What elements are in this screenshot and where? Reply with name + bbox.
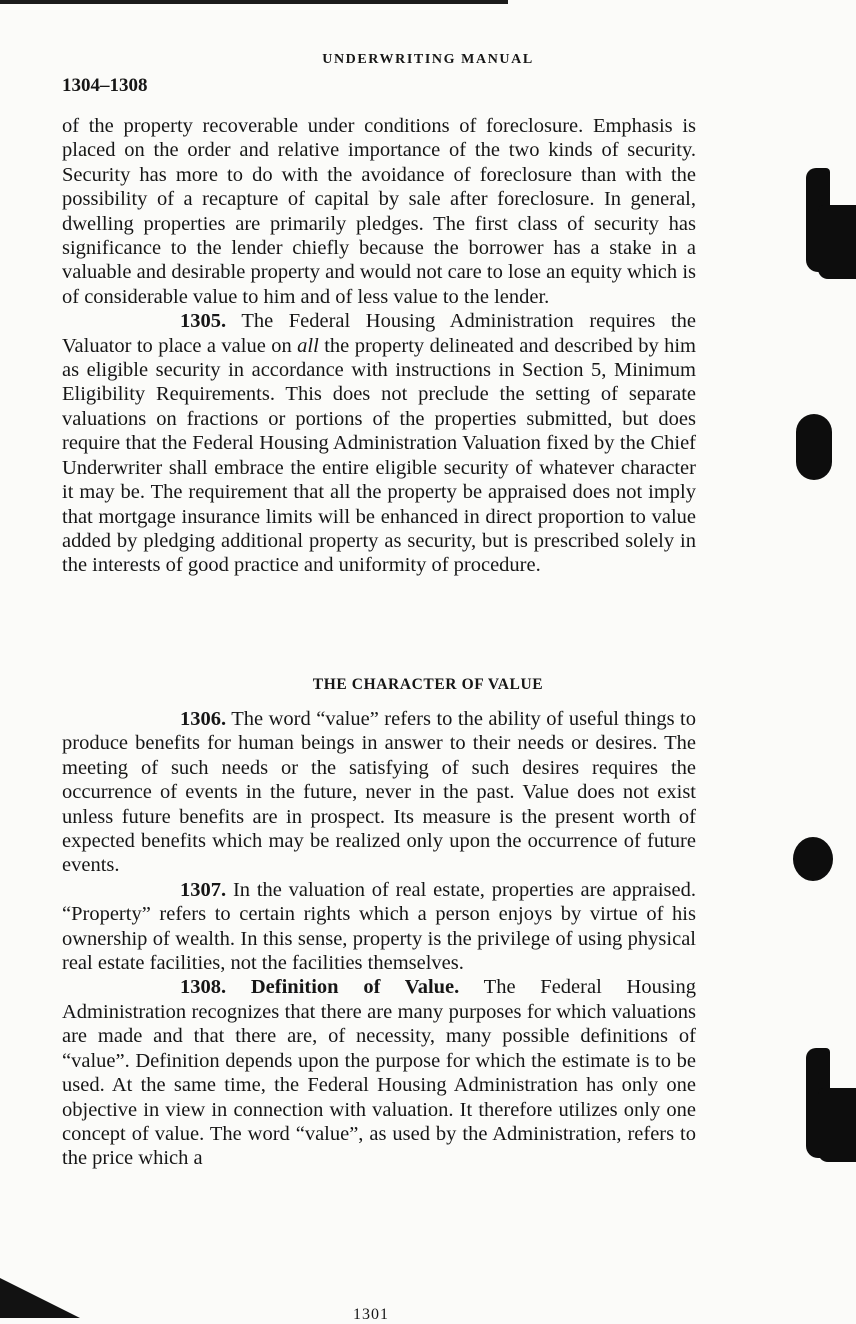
paragraph-1307	[62, 878, 696, 976]
corner-shadow	[0, 1278, 80, 1318]
body-text-upper	[62, 114, 696, 578]
paragraph-number-1306: 1306.	[180, 708, 227, 730]
punch-hole-2	[793, 837, 833, 881]
paragraph-1306-text: The word “value” refers to the ability of useful things to produce benefits for human beings in answer to their needs or desires. The meeting of such needs or the satisfying of such desires requires the occurrence of events in the future, never in the past. Value does not exist unless future benefits are in prospect. Its measure is the present worth of expected benefits which may be realized only upon the occurrence of future events.	[62, 708, 696, 877]
paragraph-1308-text: The Federal Housing Administration recognizes that there are many purposes for which valuations are made and that there are, of necessity, many possible definitions of “value”. Definition depends upon the purpose for which the estimate is to be used. At the same time, the Federal Housing Administration has only one objective in view in connection with valuation. It therefore utilizes only one concept of value. The word “value”, as used by the Administration, refers to the price which a	[62, 976, 696, 1170]
paragraph-1305-text-b: the property delineated and described by him as eligible security in accordance with instructions in Section 5, Minimum Eligibility Requirements. This does not preclude the setting of separate valuations on fractions or portions of the properties submitted, but does require that the Federal Housing Administration Valuation fixed by the Chief Underwriter shall embrace the entire eligible security of whatever character it may be. The requirement that all the property be appraised does not imply that mortgage insurance limits will be enhanced in direct proportion to value added by pledging additional property as security, but is prescribed solely in the interests of good practice and uniformity of procedure.	[62, 334, 697, 577]
paragraph-number-1305: 1305.	[180, 310, 227, 333]
punch-hole-1	[796, 414, 832, 480]
paragraph-1305-text-a: The Federal Housing Administration requires the Valuator to place a value on	[62, 310, 696, 357]
paragraph-title-1308: Definition of Value.	[250, 976, 460, 999]
paragraph-number-1308: 1308.	[180, 976, 227, 999]
paragraph-1307-text: In the valuation of real estate, properties are appraised. “Property” refers to certain rights which a person enjoys by virtue of his ownership of wealth. In this sense, property is the privilege of using physical real estate facilities, not the facilities themselves.	[62, 878, 696, 975]
paragraph-1308	[62, 975, 696, 1170]
section-range: 1304–1308	[62, 75, 148, 96]
section-heading: THE CHARACTER OF VALUE	[312, 676, 544, 693]
top-rule	[0, 0, 508, 4]
paragraph-1304-continued: of the property recoverable under conditions of foreclosure. Emphasis is placed on the order and relative importance of the two kinds of security. Security has more to do with the avoidance of foreclosure than with the possibility of a recapture of capital by sale after foreclosure. In general, dwelling properties are primarily pledges. The first class of security has significance to the lender chiefly because the borrower has a stake in a valuable and desirable property and would not care to lose an equity which is of considerable value to him and of less value to the lender.	[62, 115, 696, 308]
paragraph-number-1307: 1307.	[180, 878, 227, 901]
paragraph-1305	[62, 309, 696, 577]
emphasis-all: all	[297, 334, 319, 357]
paragraph-1306	[62, 707, 696, 878]
page-number: 1301	[353, 1306, 389, 1323]
binder-mark-bottom-tab	[818, 1088, 856, 1162]
running-head: UNDERWRITING MANUAL	[322, 52, 534, 67]
binder-mark-top-tab	[818, 205, 856, 279]
body-text-lower	[62, 707, 696, 1171]
